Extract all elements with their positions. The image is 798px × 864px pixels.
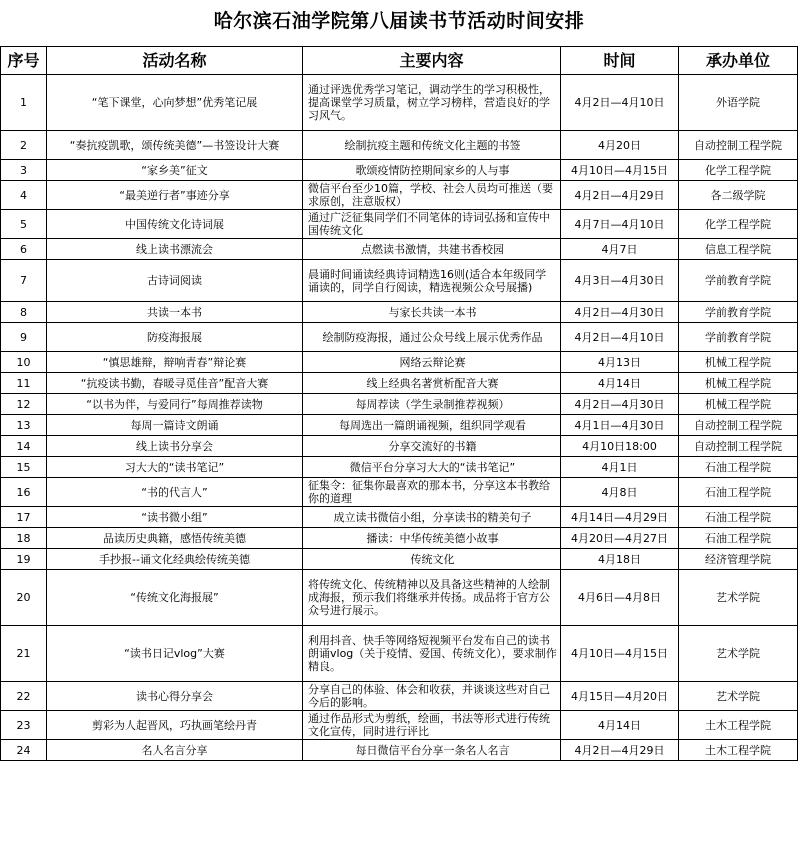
table-row	[1, 528, 798, 549]
activity-content-cell: 每周选出一篇朗诵视频，组织同学观看	[303, 415, 561, 436]
organizer-cell: 石油工程学院	[679, 528, 798, 549]
organizer-cell: 外语学院	[679, 75, 798, 131]
schedule-table	[0, 46, 798, 761]
row-index-cell: 7	[1, 260, 47, 302]
activity-name-cell: “以书为伴，与爱同行”每周推荐读物	[47, 394, 303, 415]
activity-name-cell: 中国传统文化诗词展	[47, 210, 303, 239]
table-row	[1, 415, 798, 436]
activity-content-cell: 每日微信平台分享一条名人名言	[303, 740, 561, 761]
activity-name-cell: “家乡美”征文	[47, 160, 303, 181]
table-row	[1, 75, 798, 131]
row-index-cell: 16	[1, 478, 47, 507]
organizer-cell: 各二级学院	[679, 181, 798, 210]
table-row	[1, 131, 798, 160]
activity-content-cell: 歌颂疫情防控期间家乡的人与事	[303, 160, 561, 181]
header-organizer: 承办单位	[679, 47, 798, 75]
row-index-cell: 18	[1, 528, 47, 549]
table-row	[1, 260, 798, 302]
row-index-cell: 9	[1, 323, 47, 352]
organizer-cell: 土木工程学院	[679, 711, 798, 740]
activity-time-cell: 4月1日—4月30日	[561, 415, 679, 436]
row-index-cell: 12	[1, 394, 47, 415]
activity-time-cell: 4月10日—4月15日	[561, 160, 679, 181]
row-index-cell: 11	[1, 373, 47, 394]
table-row	[1, 478, 798, 507]
activity-time-cell: 4月3日—4月30日	[561, 260, 679, 302]
activity-name-cell: “笔下课堂，心向梦想”优秀笔记展	[47, 75, 303, 131]
row-index-cell: 1	[1, 75, 47, 131]
activity-time-cell: 4月7日	[561, 239, 679, 260]
header-row	[1, 47, 798, 75]
table-row	[1, 160, 798, 181]
row-index-cell: 21	[1, 626, 47, 682]
activity-name-cell: “书的代言人”	[47, 478, 303, 507]
activity-content-cell: 通过广泛征集同学们不同笔体的诗词弘扬和宣传中国传统文化	[303, 210, 561, 239]
organizer-cell: 学前教育学院	[679, 260, 798, 302]
activity-time-cell: 4月20日	[561, 131, 679, 160]
activity-name-cell: “读书日记vlog”大赛	[47, 626, 303, 682]
organizer-cell: 化学工程学院	[679, 160, 798, 181]
organizer-cell: 土木工程学院	[679, 740, 798, 761]
activity-time-cell: 4月10日18:00	[561, 436, 679, 457]
header-time: 时间	[561, 47, 679, 75]
activity-content-cell: 微信平台至少10篇，学校、社会人员均可推送（要求原创，注意版权）	[303, 181, 561, 210]
activity-time-cell: 4月14日—4月29日	[561, 507, 679, 528]
table-row	[1, 394, 798, 415]
organizer-cell: 艺术学院	[679, 682, 798, 711]
table-row	[1, 352, 798, 373]
activity-name-cell: 防疫海报展	[47, 323, 303, 352]
activity-name-cell: “传统文化海报展”	[47, 570, 303, 626]
activity-time-cell: 4月8日	[561, 478, 679, 507]
row-index-cell: 14	[1, 436, 47, 457]
activity-content-cell: 分享交流好的书籍	[303, 436, 561, 457]
table-row	[1, 740, 798, 761]
activity-name-cell: 剪彩为人起晋风，巧执画笔绘丹青	[47, 711, 303, 740]
activity-content-cell: 分享自己的体验、体会和收获，并谈谈这些对自己今后的影响。	[303, 682, 561, 711]
activity-time-cell: 4月2日—4月29日	[561, 740, 679, 761]
activity-time-cell: 4月18日	[561, 549, 679, 570]
row-index-cell: 13	[1, 415, 47, 436]
table-row	[1, 210, 798, 239]
page-title: 哈尔滨石油学院第八届读书节活动时间安排	[213, 10, 585, 32]
table-row	[1, 682, 798, 711]
row-index-cell: 15	[1, 457, 47, 478]
header-activity: 活动名称	[47, 47, 303, 75]
organizer-cell: 机械工程学院	[679, 394, 798, 415]
table-row	[1, 436, 798, 457]
table-row	[1, 457, 798, 478]
row-index-cell: 2	[1, 131, 47, 160]
activity-time-cell: 4月7日—4月10日	[561, 210, 679, 239]
activity-name-cell: “抗疫读书勤，春暖寻觅佳音”配音大赛	[47, 373, 303, 394]
organizer-cell: 艺术学院	[679, 570, 798, 626]
table-row	[1, 181, 798, 210]
activity-time-cell: 4月13日	[561, 352, 679, 373]
organizer-cell: 学前教育学院	[679, 323, 798, 352]
activity-content-cell: 网络云辩论赛	[303, 352, 561, 373]
activity-name-cell: 线上读书漂流会	[47, 239, 303, 260]
row-index-cell: 20	[1, 570, 47, 626]
activity-content-cell: 播读：中华传统美德小故事	[303, 528, 561, 549]
activity-content-cell: 每周荐读（学生录制推荐视频）	[303, 394, 561, 415]
table-row	[1, 570, 798, 626]
row-index-cell: 17	[1, 507, 47, 528]
activity-name-cell: “奏抗疫凯歌，颂传统美德”—书签设计大赛	[47, 131, 303, 160]
activity-name-cell: 习大大的“读书笔记”	[47, 457, 303, 478]
activity-time-cell: 4月2日—4月10日	[561, 75, 679, 131]
activity-content-cell: 微信平台分享习大大的“读书笔记”	[303, 457, 561, 478]
organizer-cell: 自动控制工程学院	[679, 436, 798, 457]
table-row	[1, 711, 798, 740]
activity-time-cell: 4月6日—4月8日	[561, 570, 679, 626]
organizer-cell: 化学工程学院	[679, 210, 798, 239]
table-row	[1, 373, 798, 394]
row-index-cell: 8	[1, 302, 47, 323]
activity-content-cell: 利用抖音、快手等网络短视频平台发布自己的读书朗诵vlog（关于疫情、爱国、传统文化），要求制作精良。	[303, 626, 561, 682]
activity-content-cell: 线上经典名著赏析配音大赛	[303, 373, 561, 394]
activity-name-cell: 古诗词阅读	[47, 260, 303, 302]
activity-content-cell: 绘制防疫海报，通过公众号线上展示优秀作品	[303, 323, 561, 352]
table-row	[1, 626, 798, 682]
activity-time-cell: 4月14日	[561, 373, 679, 394]
activity-name-cell: 名人名言分享	[47, 740, 303, 761]
activity-name-cell: 读书心得分享会	[47, 682, 303, 711]
activity-time-cell: 4月2日—4月29日	[561, 181, 679, 210]
activity-content-cell: 征集令：征集你最喜欢的那本书，分享这本书教给你的道理	[303, 478, 561, 507]
activity-content-cell: 通过评选优秀学习笔记，调动学生的学习积极性，提高课堂学习质量，树立学习榜样，营造良好的学习风气。	[303, 75, 561, 131]
row-index-cell: 22	[1, 682, 47, 711]
activity-content-cell: 通过作品形式为剪纸，绘画，书法等形式进行传统文化宣传，同时进行评比	[303, 711, 561, 740]
organizer-cell: 学前教育学院	[679, 302, 798, 323]
activity-name-cell: 线上读书分享会	[47, 436, 303, 457]
organizer-cell: 机械工程学院	[679, 352, 798, 373]
table-row	[1, 239, 798, 260]
activity-name-cell: “读书微小组”	[47, 507, 303, 528]
table-row	[1, 302, 798, 323]
row-index-cell: 19	[1, 549, 47, 570]
header-index: 序号	[1, 47, 47, 75]
row-index-cell: 24	[1, 740, 47, 761]
row-index-cell: 10	[1, 352, 47, 373]
header-content: 主要内容	[303, 47, 561, 75]
activity-time-cell: 4月10日—4月15日	[561, 626, 679, 682]
activity-time-cell: 4月2日—4月30日	[561, 302, 679, 323]
activity-time-cell: 4月2日—4月30日	[561, 394, 679, 415]
table-row	[1, 323, 798, 352]
activity-name-cell: 手抄报--诵文化经典绘传统美德	[47, 549, 303, 570]
organizer-cell: 石油工程学院	[679, 507, 798, 528]
table-row	[1, 507, 798, 528]
activity-time-cell: 4月2日—4月10日	[561, 323, 679, 352]
row-index-cell: 5	[1, 210, 47, 239]
activity-name-cell: 每周一篇诗文朗诵	[47, 415, 303, 436]
activity-content-cell: 晨诵时间诵读经典诗词精选16则(适合本年级同学诵读的，同学自行阅读，精选视频公众号展播)	[303, 260, 561, 302]
activity-name-cell: “最美逆行者”事迹分享	[47, 181, 303, 210]
activity-name-cell: 品读历史典籍，感悟传统美德	[47, 528, 303, 549]
row-index-cell: 3	[1, 160, 47, 181]
activity-time-cell: 4月1日	[561, 457, 679, 478]
organizer-cell: 艺术学院	[679, 626, 798, 682]
organizer-cell: 石油工程学院	[679, 457, 798, 478]
activity-content-cell: 将传统文化、传统精神以及具备这些精神的人绘制成海报，预示我们将继承并传扬。成品将于官方公众号进行展示。	[303, 570, 561, 626]
activity-content-cell: 点燃读书激情，共建书香校园	[303, 239, 561, 260]
table-row	[1, 549, 798, 570]
activity-name-cell: 共读一本书	[47, 302, 303, 323]
organizer-cell: 经济管理学院	[679, 549, 798, 570]
organizer-cell: 信息工程学院	[679, 239, 798, 260]
organizer-cell: 自动控制工程学院	[679, 415, 798, 436]
organizer-cell: 石油工程学院	[679, 478, 798, 507]
activity-content-cell: 与家长共读一本书	[303, 302, 561, 323]
activity-content-cell: 绘制抗疫主题和传统文化主题的书签	[303, 131, 561, 160]
activity-time-cell: 4月15日—4月20日	[561, 682, 679, 711]
organizer-cell: 机械工程学院	[679, 373, 798, 394]
activity-name-cell: “慎思雄辩，辩响青春”辩论赛	[47, 352, 303, 373]
activity-content-cell: 成立读书微信小组，分享读书的精美句子	[303, 507, 561, 528]
row-index-cell: 6	[1, 239, 47, 260]
activity-content-cell: 传统文化	[303, 549, 561, 570]
activity-time-cell: 4月20日—4月27日	[561, 528, 679, 549]
row-index-cell: 23	[1, 711, 47, 740]
row-index-cell: 4	[1, 181, 47, 210]
organizer-cell: 自动控制工程学院	[679, 131, 798, 160]
activity-time-cell: 4月14日	[561, 711, 679, 740]
